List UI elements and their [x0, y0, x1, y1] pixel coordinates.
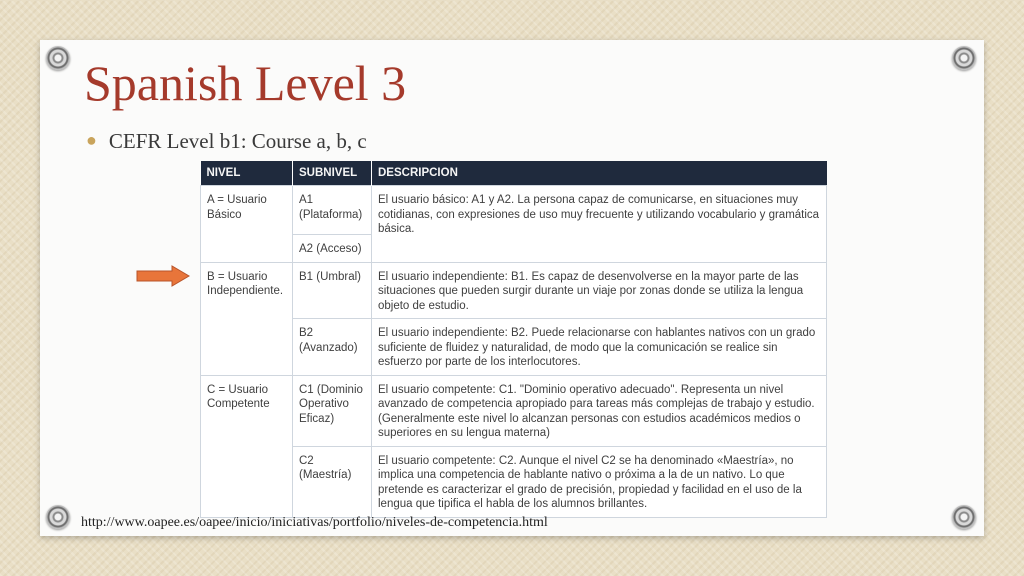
nivel-cell: A = Usuario Básico	[201, 186, 293, 263]
nivel-cell: B = Usuario Independiente.	[201, 262, 293, 375]
descripcion-cell: El usuario independiente: B1. Es capaz de desenvolverse en la mayor parte de las situaciones que pueden surgir durante un viaje por zonas donde se utiliza la lengua objeto de estudio.	[372, 262, 827, 319]
subnivel-cell: A2 (Acceso)	[293, 235, 372, 263]
header-subnivel: SUBNIVEL	[293, 161, 372, 186]
table-row	[201, 319, 827, 376]
bullet-text: CEFR Level b1: Course a, b, c	[108, 129, 367, 153]
nivel-cell: C = Usuario Competente	[201, 375, 293, 517]
descripcion-cell: El usuario básico: A1 y A2. La persona capaz de comunicarse, en situaciones muy cotidianas, con expresiones de uso muy frecuente y utilizando vocabulario y gramática básica.	[372, 186, 827, 263]
subnivel-cell: C2 (Maestría)	[293, 446, 372, 517]
cefr-levels-table	[200, 161, 827, 518]
pushpin-icon	[952, 46, 976, 70]
bullet-dot-icon: ●	[86, 130, 97, 150]
table-row	[201, 262, 827, 319]
slide-title: Spanish Level 3	[84, 55, 407, 111]
source-link[interactable]: http://www.oapee.es/oapee/inicio/iniciativas/portfolio/niveles-de-competencia.html	[81, 515, 548, 530]
table-row	[201, 186, 827, 235]
pushpin-icon	[952, 505, 976, 529]
descripcion-cell: El usuario competente: C1. "Dominio operativo adecuado". Representa un nivel avanzado de competencia apropiado para tareas más complejas de trabajo y estudio. (Generalmente este nivel lo alcanzan personas con estudios académicos medios o superiores en su lengua materna)	[372, 375, 827, 446]
header-descripcion: DESCRIPCION	[372, 161, 827, 186]
header-nivel: NIVEL	[201, 161, 293, 186]
subnivel-cell: B2 (Avanzado)	[293, 319, 372, 376]
subnivel-cell: A1 (Plataforma)	[293, 186, 372, 235]
table-row	[201, 446, 827, 517]
bullet-item	[86, 131, 367, 152]
pushpin-icon	[46, 505, 70, 529]
subnivel-cell: C1 (Dominio Operativo Eficaz)	[293, 375, 372, 446]
right-arrow-icon	[136, 265, 190, 287]
descripcion-cell: El usuario competente: C2. Aunque el nivel C2 se ha denominado «Maestría», no implica una competencia de hablante nativo o próxima a la de un nativo. Lo que pretende es caracterizar el grado de precisión, propiedad y facilidad en el uso de la lengua que tipifica el habla de los alumnos brillantes.	[372, 446, 827, 517]
table-row	[201, 375, 827, 446]
table-header-row	[201, 161, 827, 186]
descripcion-cell: El usuario independiente: B2. Puede relacionarse con hablantes nativos con un grado suficiente de fluidez y naturalidad, de modo que la comunicación se realice sin esfuerzo por parte de los interlocutores.	[372, 319, 827, 376]
pushpin-icon	[46, 46, 70, 70]
subnivel-cell: B1 (Umbral)	[293, 262, 372, 319]
